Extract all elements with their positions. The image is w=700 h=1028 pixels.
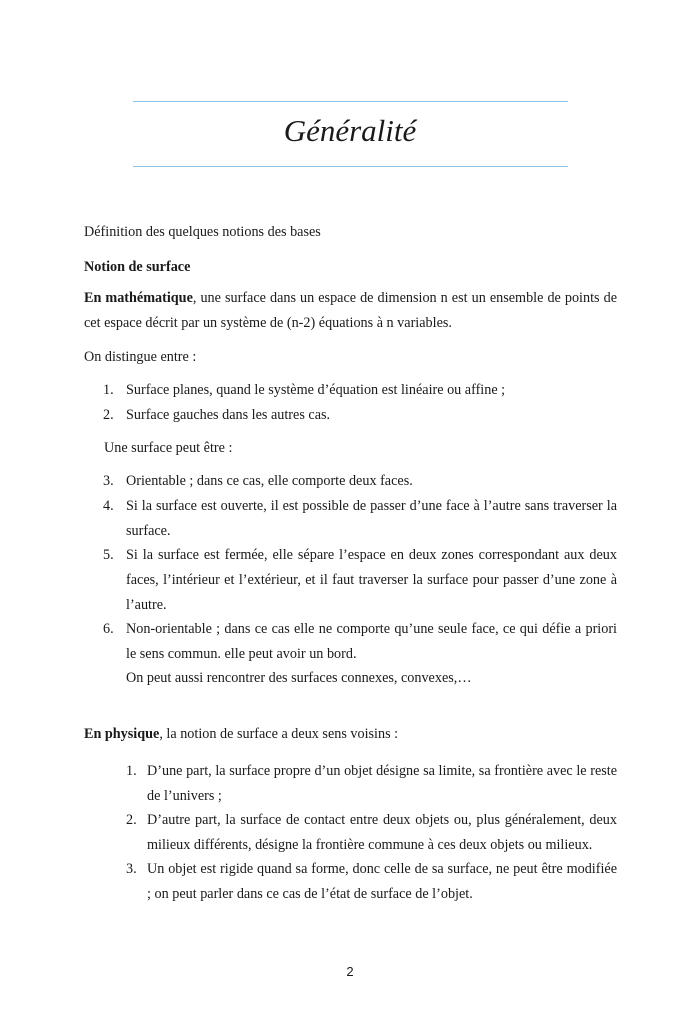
page-number: 2 [346, 964, 354, 979]
title-bottom-rule [133, 166, 568, 167]
page-title: Généralité [283, 113, 417, 148]
list-item [103, 617, 617, 667]
math-text: , une surface dans un espace de dimension n est un ensemble de points de cet espace décrit par un système de (n-2) équations à n variables. [84, 290, 617, 331]
list-item [103, 403, 617, 428]
list-text: Si la surface est ouverte, il est possible de passer d’une face à l’autre sans traverser la surface. [126, 498, 617, 539]
list-text: Un objet est rigide quand sa forme, donc celle de sa surface, ne peut être modifiée ; on peut parler dans ce cas de l’état de surface de l’objet. [147, 861, 617, 902]
heading-text: Notion de surface [84, 259, 191, 275]
list-text: D’autre part, la surface de contact entre deux objets ou, plus généralement, deux milieux différents, désigne la frontière commune à ces deux objets ou milieux. [147, 812, 617, 853]
list-number: 1. [126, 763, 137, 779]
distinguish-text: On distingue entre : [84, 349, 197, 365]
list-number: 2. [126, 812, 137, 828]
title-top-rule [133, 101, 568, 102]
list-number: 3. [103, 473, 114, 489]
list-item [126, 808, 617, 858]
math-paragraph [84, 286, 617, 336]
list-text: Orientable ; dans ce cas, elle comporte deux faces. [126, 473, 413, 489]
list-item [103, 543, 617, 618]
list-number: 2. [103, 407, 114, 423]
list-text: D’une part, la surface propre d’un objet désigne sa limite, sa frontière avec le reste de l’univers ; [147, 763, 617, 804]
physics-paragraph [84, 722, 617, 747]
intro-text: Définition des quelques notions des bases [84, 224, 321, 240]
list-item [126, 759, 617, 809]
list-number: 4. [103, 498, 114, 514]
physics-text: , la notion de surface a deux sens voisins : [159, 726, 399, 742]
section-heading [84, 255, 617, 280]
list-text: Non-orientable ; dans ce cas elle ne comporte qu’une seule face, ce qui défie a priori le sens commun. elle peut avoir un bord. [126, 621, 617, 662]
list-text: Si la surface est fermée, elle sépare l’espace en deux zones correspondant aux deux faces, l’intérieur et l’extérieur, et il faut traverser la surface pour passer d’une zone à l’autre. [126, 547, 617, 613]
list-number: 3. [126, 861, 137, 877]
list-text: Surface planes, quand le système d’équation est linéaire ou affine ; [126, 382, 506, 398]
list-number: 6. [103, 621, 114, 637]
list-text: Surface gauches dans les autres cas. [126, 407, 331, 423]
list-number: 5. [103, 547, 114, 563]
also-text: On peut aussi rencontrer des surfaces connexes, convexes,… [126, 670, 472, 686]
list-number: 1. [103, 382, 114, 398]
surface-can-be-text: Une surface peut être : [104, 440, 233, 456]
list-item [126, 857, 617, 907]
list-item [103, 494, 617, 544]
physics-label: En physique [84, 726, 160, 742]
math-label: En mathématique [84, 290, 193, 306]
list-item [103, 378, 617, 403]
list-item [103, 469, 617, 494]
